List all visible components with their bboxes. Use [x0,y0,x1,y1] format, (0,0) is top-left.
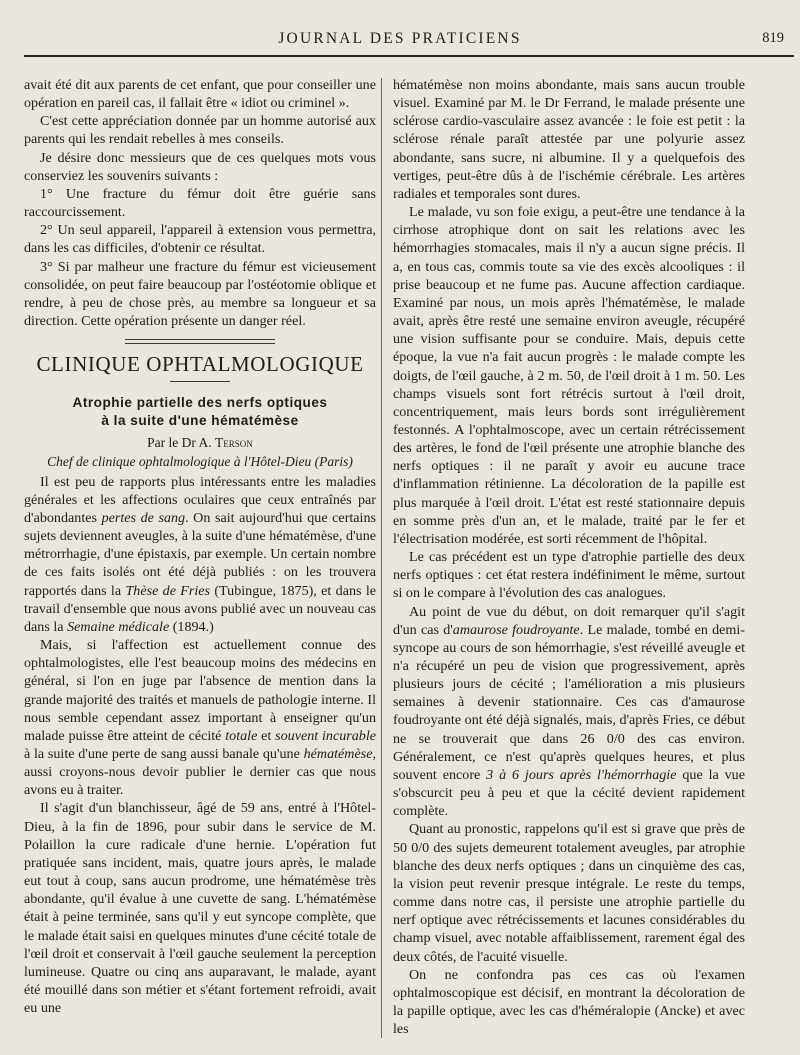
paragraph: C'est cette appréciation donnée par un homme autorisé aux parents qui les rendait rebelles à mes conseils. [24,113,376,148]
running-title: JOURNAL DES PRATICIENS [278,30,522,47]
paragraph: 1° Une fracture du fémur doit être guérie sans raccourcissement. [24,185,376,221]
paragraph: On ne confondra pas ces cas où l'examen ophtalmoscopique est décisif, en montrant la décoloration de la papille optique, avec les cas d'héméralopie (Ancke) et avec les [393,966,745,1038]
emphasis: souvent incurable [275,727,376,744]
paragraph: avait été dit aux parents de cet enfant, que pour conseiller une opération en pareil cas, il fallait être « idiot ou criminel ». [24,77,376,112]
paragraph: 2° Un seul appareil, l'appareil à extension vous permettra, dans les cas difficiles, d'obtenir ce résultat. [24,222,376,257]
emphasis: amaurose foudroyante [452,621,580,638]
paragraph: Il s'agit d'un blanchisseur, âgé de 59 ans, entré à l'Hôtel-Dieu, à la fin de 1896, pour subir dans le service de M. Polaillon la cure radicale d'une hernie. L'opération fut pratiquée sans incident, mais, quatre jours après, le malade eut tout à coup, sans aucun prodrome, une hématémèse très abondante, qu'il évalue à une cuvette de sang. L'hématémèse était à peine terminée, sans qu'il y eut syncope complète, que le malade était saisi en quelques minutes d'une cécité totale de l'œil droit et conservait à l'œil gauche seulement la perception lumineuse. Quatre ou cinq ans auparavant, le malade, ayant été mouillé dans son métier et s'étant fortement refroidi, avait eu une [24,800,376,1017]
author-name: Terson [215,435,253,451]
paragraph: Je désire donc messieurs que de ces quelques mots vous conserviez les souvenirs suivants : [24,149,376,184]
page-header [0,22,800,54]
section-separator [125,339,275,344]
article-title-line-2: à la suite d'une hématémèse [101,413,299,429]
emphasis: pertes de sang [101,509,186,526]
paragraph: Le cas précédent est un type d'atrophie partielle des deux nerfs optiques : cet état restera indéfiniment le même, surtout si on le compare à l'évolution des cas analogues. [393,549,745,602]
byline [24,434,376,452]
section-title: CLINIQUE OPHTALMOLOGIQUE [36,352,364,377]
emphasis: 3 à 6 jours après l'hémorrhagie [486,766,677,783]
emphasis: Semaine médicale [67,618,170,635]
paragraph: Le malade, vu son foie exigu, a peut-être une tendance à la cirrhose atrophique dont on sait les relations avec les hémorrhagies stomacales, mais il n'y a aucun signe précis. Il a, en tous cas, commis toute sa vie des excès alcooliques : il prise beaucoup et ne fume pas. Aucune affection cardiaque. Examiné par nous, un mois après l'hématémèse, le malade avait, après être resté une semaine environ aveugle, récupéré une vision suffisante pour se conduire. Mais, depuis cette époque, la vue n'a fait aucun progrès : le malade compte les doigts, de l'œil gauche, à 2 m. 50, de l'œil droit à 1 m. 50. Les champs visuels sont fort rétrécis surtout à l'œil droit, concentriquement, mais leurs bords sont irrégulièrement festonnés. A l'ophtalmoscope, avec un certain rétrécissement des artères, le fond de l'œil présente une atrophie blanche des nerfs optiques : il ne paraît y avoir eu aucune trace d'inflammation rétinienne. La décoloration de la papille est plus marquée à l'œil droit. L'état est resté stationnaire depuis en somme près d'un an, et le malade, traité par le fer et l'électrisation modérée, est sorti récemment de l'hôpital. [393,204,745,547]
paragraph: Au point de vue du début, on doit remarquer qu'il s'agit d'un cas d'amaurose foudroyante. Le malade, tombé en demi-syncope au cours de son hémorrhagie, s'est réveillé aveugle et n'a récupéré un peu de vision que progressivement, après plusieurs jours de cécité ; l'amélioration a mis plusieurs semaines à devenir stationnaire. Ces cas d'amaurose foudroyante ont été déjà signalés, mais, d'après Fries, ce début ne se trouverait que dans 26 0/0 des cas environ. Généralement, ce n'est qu'après quelques heures, et plus souvent encore 3 à 6 jours après l'hémorrhagie que la vue s'obscurcit peu à peu et que la cécité devient rapidement complète. [393,603,745,820]
emphasis: totale [225,727,258,744]
paragraph: Quant au pronostic, rappelons qu'il est si grave que près de 50 0/0 des sujets demeurent totalement aveugles, par atrophie blanche des deux nerfs optiques ; dans un cinquième des cas, la vision peut revenir presque intégrale. Le reste du temps, comme dans notre cas, il persiste une atrophie partielle du nerf optique avec rétrécissements et lacunes considérables du champ visuel, avec notable affaiblissement, rarement égal des deux côtés, de l'acuité visuelle. [393,821,745,965]
header-rule [24,55,794,57]
right-column [393,76,745,1038]
emphasis: hématémèse [303,746,373,762]
byline-prefix: Par le Dr A. [147,435,212,451]
article-title-line-1: Atrophie partielle des nerfs optiques [72,395,328,411]
emphasis: Thèse de Fries [125,582,211,599]
paragraph: Mais, si l'affection est actuellement connue des ophtalmologistes, elle l'est beaucoup moins des médecins en général, si l'on en juge par l'absence de mention dans la grande majorité des traités et manuels de pathologie interne. Il nous semble cependant assez important à enseigner qu'un malade puisse être atteint de cécité totale et souvent incurable à la suite d'une perte de sang aussi banale qu'une hématémèse, aussi croyons-nous devoir publier le dernier cas que nous avons eu à traiter. [24,637,376,799]
title-rule [170,381,230,382]
paragraph: Il est peu de rapports plus intéressants entre les maladies générales et les affections oculaires que ceux entraînés par d'abondantes pertes de sang. On sait aujourd'hui que certains sujets deviennent aveugles, à la suite d'une hématémèse, d'une métrorrhagie, d'une épistaxis, par exemple. Un certain nombre de ces faits isolés ont été déjà publiés : on les trouvera rapportés dans la Thèse de Fries (Tubingue, 1875), et dans le travail d'ensemble que nous avons publié avec un nouveau cas dans la Semaine médicale (1894.) [24,473,377,635]
page-number: 819 [762,30,784,46]
column-divider [381,78,382,1038]
paragraph: 3° Si par malheur une fracture du fémur est vicieusement consolidée, on peut faire beaucoup par l'ostéotomie oblique et rendre, à peu de chose près, au membre sa longueur et sa direction. Cette opération présente un danger réel. [24,258,376,330]
paragraph: hématémèse non moins abondante, mais sans aucun trouble visuel. Examiné par M. le Dr Ferrand, le malade présente une sclérose cardio-vasculaire assez avancée : le foie est petit : la sclérose rénale paraît attestée par une polyurie assez abondante, sans sucre, ni albumine. Il y a quelquefois des vertiges, peut-être dûs à de l'ischémie cérébrale. Les artères radiales et temporales sont dures. [393,77,745,202]
author-affiliation: Chef de clinique ophtalmologique à l'Hôtel-Dieu (Paris) [47,453,353,469]
left-column [24,76,376,1017]
